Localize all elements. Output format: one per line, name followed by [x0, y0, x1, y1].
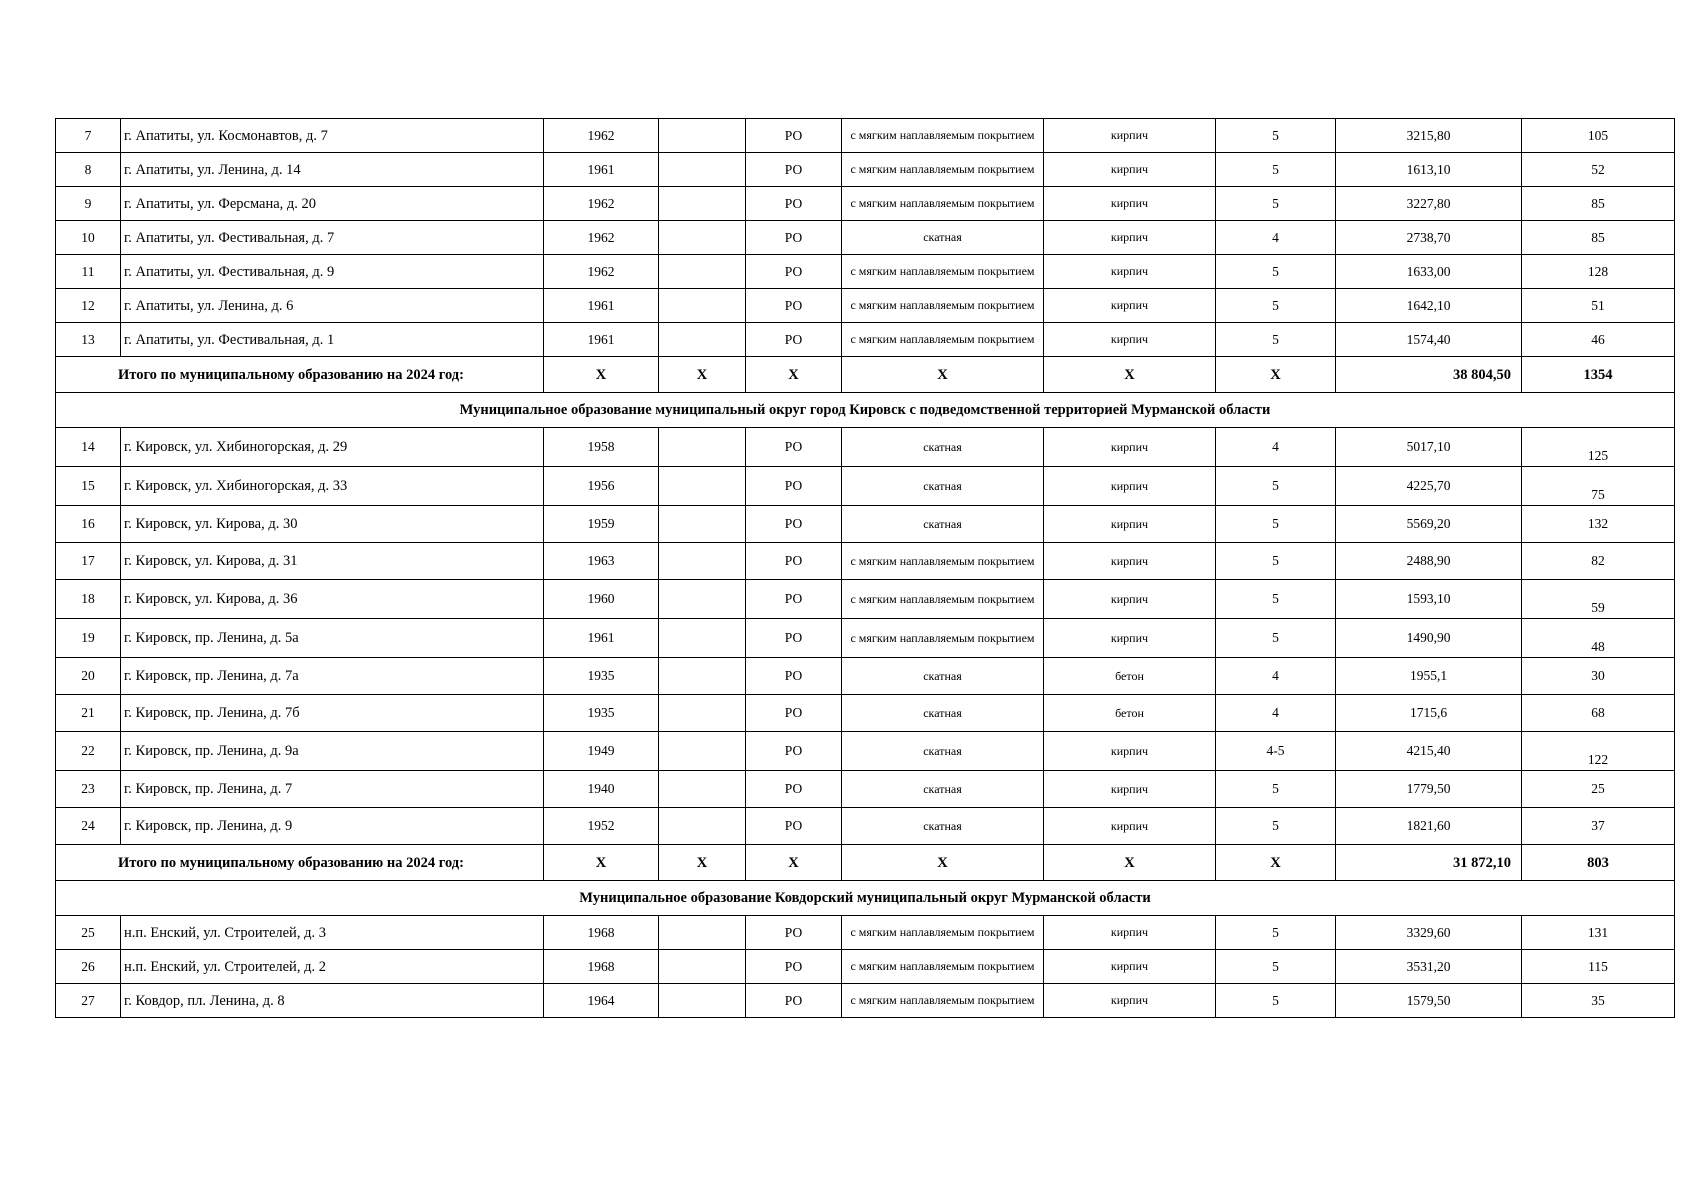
row-number: 14 [56, 428, 121, 467]
empty-cell [659, 950, 746, 984]
fund-cell: РО [746, 619, 842, 658]
roof-type-cell: скатная [842, 771, 1044, 808]
row-number: 12 [56, 289, 121, 323]
residents-cell: 85 [1522, 187, 1675, 221]
table-row [56, 187, 1675, 221]
floors-cell: 5 [1216, 187, 1336, 221]
empty-cell [659, 543, 746, 580]
area-cell: 1633,00 [1336, 255, 1522, 289]
floors-cell: 5 [1216, 323, 1336, 357]
wall-material-cell: бетон [1044, 658, 1216, 695]
row-number: 17 [56, 543, 121, 580]
residents-cell: 51 [1522, 289, 1675, 323]
address-cell: г. Кировск, пр. Ленина, д. 7б [121, 695, 544, 732]
year-cell: 1968 [544, 916, 659, 950]
roof-type-cell: скатная [842, 506, 1044, 543]
area-cell: 4225,70 [1336, 467, 1522, 506]
roof-type-cell: с мягким наплавляемым покрытием [842, 153, 1044, 187]
roof-type-cell: с мягким наплавляемым покрытием [842, 580, 1044, 619]
year-cell: 1935 [544, 695, 659, 732]
x-mark-cell: X [1216, 357, 1336, 393]
x-mark-cell: X [842, 357, 1044, 393]
x-mark-cell: X [1044, 357, 1216, 393]
wall-material-cell: кирпич [1044, 771, 1216, 808]
address-cell: г. Кировск, пр. Ленина, д. 7а [121, 658, 544, 695]
address-cell: г. Ковдор, пл. Ленина, д. 8 [121, 984, 544, 1018]
row-number: 15 [56, 467, 121, 506]
total-area: 31 872,10 [1336, 845, 1522, 881]
empty-cell [659, 119, 746, 153]
address-cell: г. Апатиты, ул. Фестивальная, д. 9 [121, 255, 544, 289]
residents-cell: 59 [1522, 580, 1675, 619]
floors-cell: 4 [1216, 695, 1336, 732]
residents-cell: 131 [1522, 916, 1675, 950]
table-row [56, 289, 1675, 323]
area-cell: 1579,50 [1336, 984, 1522, 1018]
row-number: 11 [56, 255, 121, 289]
table-row [56, 950, 1675, 984]
area-cell: 1490,90 [1336, 619, 1522, 658]
floors-cell: 5 [1216, 808, 1336, 845]
roof-type-cell: скатная [842, 658, 1044, 695]
fund-cell: РО [746, 916, 842, 950]
x-mark-cell: X [746, 357, 842, 393]
residents-cell: 75 [1522, 467, 1675, 506]
empty-cell [659, 153, 746, 187]
residents-cell: 25 [1522, 771, 1675, 808]
table-row [56, 732, 1675, 771]
x-mark-cell: X [544, 357, 659, 393]
wall-material-cell: кирпич [1044, 808, 1216, 845]
fund-cell: РО [746, 950, 842, 984]
fund-cell: РО [746, 428, 842, 467]
wall-material-cell: кирпич [1044, 153, 1216, 187]
fund-cell: РО [746, 771, 842, 808]
wall-material-cell: кирпич [1044, 619, 1216, 658]
wall-material-cell: кирпич [1044, 506, 1216, 543]
wall-material-cell: кирпич [1044, 984, 1216, 1018]
wall-material-cell: кирпич [1044, 221, 1216, 255]
empty-cell [659, 658, 746, 695]
fund-cell: РО [746, 984, 842, 1018]
roof-type-cell: с мягким наплавляемым покрытием [842, 984, 1044, 1018]
residents-cell: 82 [1522, 543, 1675, 580]
residents-cell: 68 [1522, 695, 1675, 732]
residents-cell: 52 [1522, 153, 1675, 187]
empty-cell [659, 187, 746, 221]
roof-type-cell: с мягким наплавляемым покрытием [842, 255, 1044, 289]
fund-cell: РО [746, 187, 842, 221]
year-cell: 1964 [544, 984, 659, 1018]
row-number: 24 [56, 808, 121, 845]
row-number: 25 [56, 916, 121, 950]
floors-cell: 4 [1216, 428, 1336, 467]
row-number: 18 [56, 580, 121, 619]
address-cell: г. Кировск, ул. Кирова, д. 31 [121, 543, 544, 580]
fund-cell: РО [746, 695, 842, 732]
roof-type-cell: скатная [842, 221, 1044, 255]
year-cell: 1958 [544, 428, 659, 467]
fund-cell: РО [746, 506, 842, 543]
empty-cell [659, 255, 746, 289]
wall-material-cell: кирпич [1044, 916, 1216, 950]
floors-cell: 5 [1216, 153, 1336, 187]
row-number: 10 [56, 221, 121, 255]
x-mark-cell: X [659, 357, 746, 393]
fund-cell: РО [746, 255, 842, 289]
area-cell: 3531,20 [1336, 950, 1522, 984]
fund-cell: РО [746, 289, 842, 323]
address-cell: г. Апатиты, ул. Ферсмана, д. 20 [121, 187, 544, 221]
fund-cell: РО [746, 119, 842, 153]
section-header-row [56, 881, 1675, 916]
residents-cell: 35 [1522, 984, 1675, 1018]
table-row [56, 467, 1675, 506]
wall-material-cell: кирпич [1044, 428, 1216, 467]
residents-cell: 105 [1522, 119, 1675, 153]
area-cell: 3329,60 [1336, 916, 1522, 950]
area-cell: 1574,40 [1336, 323, 1522, 357]
empty-cell [659, 916, 746, 950]
area-cell: 1955,1 [1336, 658, 1522, 695]
area-cell: 3215,80 [1336, 119, 1522, 153]
table-row [56, 984, 1675, 1018]
address-cell: г. Апатиты, ул. Фестивальная, д. 7 [121, 221, 544, 255]
row-number: 22 [56, 732, 121, 771]
section-header-row [56, 393, 1675, 428]
year-cell: 1962 [544, 187, 659, 221]
table-row [56, 221, 1675, 255]
x-mark-cell: X [1044, 845, 1216, 881]
floors-cell: 5 [1216, 119, 1336, 153]
floors-cell: 5 [1216, 543, 1336, 580]
address-cell: г. Апатиты, ул. Космонавтов, д. 7 [121, 119, 544, 153]
residents-cell: 128 [1522, 255, 1675, 289]
empty-cell [659, 984, 746, 1018]
roof-type-cell: с мягким наплавляемым покрытием [842, 950, 1044, 984]
row-number: 16 [56, 506, 121, 543]
residents-cell: 122 [1522, 732, 1675, 771]
area-cell: 1821,60 [1336, 808, 1522, 845]
area-cell: 2488,90 [1336, 543, 1522, 580]
x-mark-cell: X [544, 845, 659, 881]
area-cell: 1715,6 [1336, 695, 1522, 732]
residents-cell: 85 [1522, 221, 1675, 255]
residents-cell: 46 [1522, 323, 1675, 357]
fund-cell: РО [746, 543, 842, 580]
floors-cell: 5 [1216, 506, 1336, 543]
roof-type-cell: с мягким наплавляемым покрытием [842, 289, 1044, 323]
floors-cell: 4 [1216, 658, 1336, 695]
table-row [56, 119, 1675, 153]
roof-type-cell: с мягким наплавляемым покрытием [842, 619, 1044, 658]
residents-cell: 115 [1522, 950, 1675, 984]
address-cell: н.п. Енский, ул. Строителей, д. 2 [121, 950, 544, 984]
year-cell: 1961 [544, 323, 659, 357]
table-row [56, 658, 1675, 695]
roof-type-cell: скатная [842, 695, 1044, 732]
fund-cell: РО [746, 221, 842, 255]
fund-cell: РО [746, 153, 842, 187]
row-number: 19 [56, 619, 121, 658]
fund-cell: РО [746, 658, 842, 695]
floors-cell: 5 [1216, 289, 1336, 323]
table-row [56, 323, 1675, 357]
roof-type-cell: скатная [842, 732, 1044, 771]
year-cell: 1949 [544, 732, 659, 771]
housing-register-table [55, 118, 1675, 1018]
table-row [56, 695, 1675, 732]
roof-type-cell: с мягким наплавляемым покрытием [842, 323, 1044, 357]
wall-material-cell: кирпич [1044, 467, 1216, 506]
address-cell: г. Кировск, ул. Хибиногорская, д. 29 [121, 428, 544, 467]
row-number: 23 [56, 771, 121, 808]
residents-cell: 48 [1522, 619, 1675, 658]
address-cell: н.п. Енский, ул. Строителей, д. 3 [121, 916, 544, 950]
year-cell: 1961 [544, 619, 659, 658]
row-number: 7 [56, 119, 121, 153]
address-cell: г. Кировск, ул. Хибиногорская, д. 33 [121, 467, 544, 506]
table-row [56, 619, 1675, 658]
roof-type-cell: скатная [842, 428, 1044, 467]
area-cell: 1593,10 [1336, 580, 1522, 619]
roof-type-cell: скатная [842, 808, 1044, 845]
wall-material-cell: кирпич [1044, 119, 1216, 153]
year-cell: 1963 [544, 543, 659, 580]
roof-type-cell: с мягким наплавляемым покрытием [842, 187, 1044, 221]
address-cell: г. Кировск, пр. Ленина, д. 9 [121, 808, 544, 845]
address-cell: г. Кировск, ул. Кирова, д. 36 [121, 580, 544, 619]
table-row [56, 428, 1675, 467]
year-cell: 1960 [544, 580, 659, 619]
row-number: 27 [56, 984, 121, 1018]
wall-material-cell: кирпич [1044, 187, 1216, 221]
empty-cell [659, 506, 746, 543]
table-row [56, 543, 1675, 580]
x-mark-cell: X [659, 845, 746, 881]
address-cell: г. Апатиты, ул. Ленина, д. 14 [121, 153, 544, 187]
wall-material-cell: бетон [1044, 695, 1216, 732]
floors-cell: 5 [1216, 950, 1336, 984]
table-row [56, 153, 1675, 187]
floors-cell: 5 [1216, 916, 1336, 950]
fund-cell: РО [746, 808, 842, 845]
row-number: 26 [56, 950, 121, 984]
floors-cell: 4-5 [1216, 732, 1336, 771]
table-row [56, 580, 1675, 619]
roof-type-cell: с мягким наплавляемым покрытием [842, 119, 1044, 153]
total-area: 38 804,50 [1336, 357, 1522, 393]
floors-cell: 5 [1216, 984, 1336, 1018]
empty-cell [659, 323, 746, 357]
residents-cell: 125 [1522, 428, 1675, 467]
roof-type-cell: скатная [842, 467, 1044, 506]
section-title: Муниципальное образование муниципальный округ город Кировск с подведомственной территорией Мурманской области [56, 393, 1675, 428]
fund-cell: РО [746, 732, 842, 771]
year-cell: 1959 [544, 506, 659, 543]
wall-material-cell: кирпич [1044, 580, 1216, 619]
roof-type-cell: с мягким наплавляемым покрытием [842, 543, 1044, 580]
floors-cell: 5 [1216, 771, 1336, 808]
year-cell: 1961 [544, 153, 659, 187]
wall-material-cell: кирпич [1044, 543, 1216, 580]
x-mark-cell: X [842, 845, 1044, 881]
area-cell: 1613,10 [1336, 153, 1522, 187]
area-cell: 4215,40 [1336, 732, 1522, 771]
area-cell: 5569,20 [1336, 506, 1522, 543]
fund-cell: РО [746, 580, 842, 619]
row-number: 21 [56, 695, 121, 732]
residents-cell: 132 [1522, 506, 1675, 543]
floors-cell: 5 [1216, 255, 1336, 289]
empty-cell [659, 289, 746, 323]
floors-cell: 4 [1216, 221, 1336, 255]
wall-material-cell: кирпич [1044, 323, 1216, 357]
year-cell: 1935 [544, 658, 659, 695]
empty-cell [659, 808, 746, 845]
empty-cell [659, 467, 746, 506]
area-cell: 2738,70 [1336, 221, 1522, 255]
row-number: 9 [56, 187, 121, 221]
x-mark-cell: X [1216, 845, 1336, 881]
address-cell: г. Кировск, пр. Ленина, д. 7 [121, 771, 544, 808]
year-cell: 1962 [544, 255, 659, 289]
table-row [56, 255, 1675, 289]
table-row [56, 916, 1675, 950]
table-row [56, 808, 1675, 845]
area-cell: 5017,10 [1336, 428, 1522, 467]
table-row [56, 506, 1675, 543]
total-row [56, 845, 1675, 881]
empty-cell [659, 619, 746, 658]
fund-cell: РО [746, 467, 842, 506]
empty-cell [659, 695, 746, 732]
table-body [56, 119, 1675, 1018]
year-cell: 1961 [544, 289, 659, 323]
empty-cell [659, 428, 746, 467]
wall-material-cell: кирпич [1044, 255, 1216, 289]
total-row [56, 357, 1675, 393]
wall-material-cell: кирпич [1044, 732, 1216, 771]
row-number: 13 [56, 323, 121, 357]
empty-cell [659, 221, 746, 255]
total-residents: 803 [1522, 845, 1675, 881]
area-cell: 1779,50 [1336, 771, 1522, 808]
section-title: Муниципальное образование Ковдорский муниципальный округ Мурманской области [56, 881, 1675, 916]
floors-cell: 5 [1216, 467, 1336, 506]
address-cell: г. Кировск, ул. Кирова, д. 30 [121, 506, 544, 543]
table-row [56, 771, 1675, 808]
year-cell: 1952 [544, 808, 659, 845]
address-cell: г. Апатиты, ул. Ленина, д. 6 [121, 289, 544, 323]
wall-material-cell: кирпич [1044, 950, 1216, 984]
floors-cell: 5 [1216, 580, 1336, 619]
year-cell: 1962 [544, 119, 659, 153]
empty-cell [659, 732, 746, 771]
empty-cell [659, 580, 746, 619]
row-number: 20 [56, 658, 121, 695]
year-cell: 1940 [544, 771, 659, 808]
area-cell: 3227,80 [1336, 187, 1522, 221]
empty-cell [659, 771, 746, 808]
address-cell: г. Кировск, пр. Ленина, д. 9а [121, 732, 544, 771]
year-cell: 1956 [544, 467, 659, 506]
total-label: Итого по муниципальному образованию на 2024 год: [56, 845, 544, 881]
total-residents: 1354 [1522, 357, 1675, 393]
x-mark-cell: X [746, 845, 842, 881]
address-cell: г. Кировск, пр. Ленина, д. 5а [121, 619, 544, 658]
total-label: Итого по муниципальному образованию на 2024 год: [56, 357, 544, 393]
wall-material-cell: кирпич [1044, 289, 1216, 323]
floors-cell: 5 [1216, 619, 1336, 658]
residents-cell: 30 [1522, 658, 1675, 695]
year-cell: 1968 [544, 950, 659, 984]
row-number: 8 [56, 153, 121, 187]
address-cell: г. Апатиты, ул. Фестивальная, д. 1 [121, 323, 544, 357]
fund-cell: РО [746, 323, 842, 357]
residents-cell: 37 [1522, 808, 1675, 845]
roof-type-cell: с мягким наплавляемым покрытием [842, 916, 1044, 950]
year-cell: 1962 [544, 221, 659, 255]
area-cell: 1642,10 [1336, 289, 1522, 323]
